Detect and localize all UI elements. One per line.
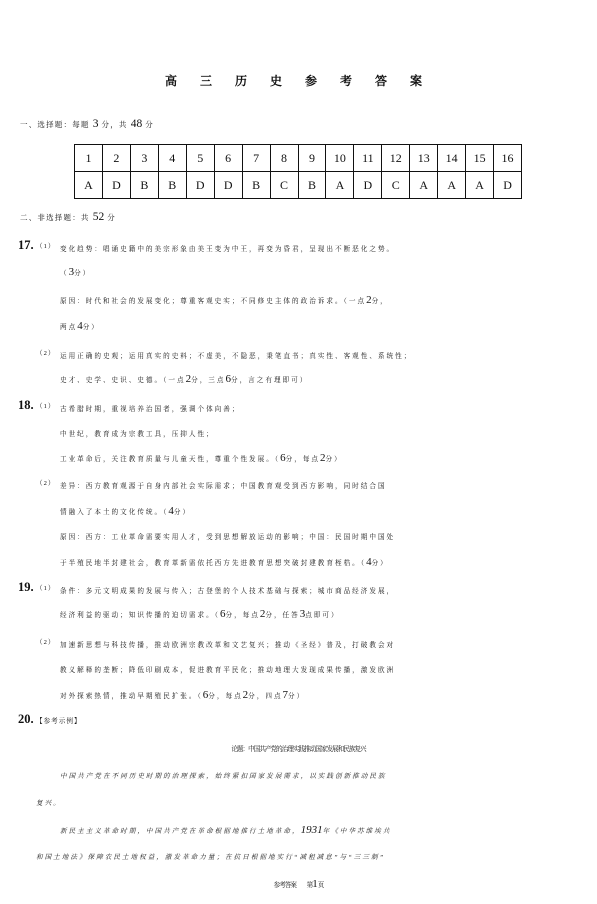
q17-line6-c: 分，言之有理即可） xyxy=(230,377,309,384)
q19-line1: 条件：多元文明成果的发展与传入；古登堡的个人技术基础与探索；城市商品经济发展， xyxy=(60,588,396,595)
part1-text-c: 分 xyxy=(145,120,154,129)
q17-line2 xyxy=(60,266,91,278)
q17-line5: 运用正确的史观；运用真实的史料；不虚美，不隐恶，秉笔直书；真实性、客观性、系统性； xyxy=(60,353,413,360)
q17-line6-score1: 2 xyxy=(185,373,192,385)
part1-score: 3 xyxy=(92,118,99,130)
q20-line1: 中国共产党在不同历史时期的治理探索，始终紧扣国家发展需求，以实践创新推动民族 xyxy=(60,773,387,780)
q17-line4-a: 两点 xyxy=(60,324,78,331)
answer-cell: C xyxy=(270,172,298,199)
q19-line5-score2: 2 xyxy=(242,689,249,701)
question-number-cell: 16 xyxy=(494,145,522,172)
q18-line5-b: 分） xyxy=(173,509,192,516)
question-number-row xyxy=(75,145,522,172)
answer-cell: D xyxy=(186,172,214,199)
page-footer xyxy=(0,878,597,890)
part2-text-b: 分 xyxy=(107,213,116,222)
q18-line5 xyxy=(60,505,191,517)
q17-line3-b: 分， xyxy=(371,298,389,305)
part2-text-a: 二、非选择题：共 xyxy=(20,213,90,222)
q17-line4-score: 4 xyxy=(77,320,83,332)
q18-line7-a: 于半殖民地半封建社会，教育革新需依托西方先进教育思想突破封建教育桎梏。（ xyxy=(60,560,367,567)
q19-line2 xyxy=(60,608,340,620)
q20-line3-a: 新民主主义革命时期，中国共产党在革命根据地推行土地革命， xyxy=(60,828,301,835)
q19-line2-d: 点即可） xyxy=(305,612,340,619)
q17-line4 xyxy=(60,320,100,332)
q19-line2-score3: 3 xyxy=(299,608,306,620)
answer-cell: A xyxy=(438,172,466,199)
q20-line4: 和国土地法》保障农民土地权益，激发革命力量；在抗日根据地实行“减租减息”与“三三制” xyxy=(36,854,386,861)
question-number-cell: 12 xyxy=(382,145,410,172)
q17-line6 xyxy=(60,373,308,385)
answer-cell: A xyxy=(75,172,103,199)
q17-line1: 变化趋势：唱诵史籍中的美宗形象由美王变为中王，再变为昏君，呈现出不断恶化之势。 xyxy=(60,246,396,253)
q17-part2-label: （2） xyxy=(36,350,56,357)
q18-line5-a: 情融入了本土的文化传统。（ xyxy=(60,509,169,516)
q17-line2-score: 3 xyxy=(68,266,75,278)
q20-line2: 复兴。 xyxy=(36,800,62,807)
q19-line5-score3: 7 xyxy=(282,689,289,701)
part1-text-a: 一、选择题：每题 xyxy=(20,120,90,129)
q18-part2-label: （2） xyxy=(36,480,56,487)
q18-line7-score: 4 xyxy=(366,556,372,568)
q18-line4: 差异：西方教育观源于自身内部社会实际需求；中国教育观受到西方影响，同时结合国 xyxy=(60,483,387,490)
q17-line6-a: 史才、史学、史识、史德。（一点 xyxy=(60,377,186,384)
footer-page-suffix: 页 xyxy=(317,882,324,889)
question-number-cell: 6 xyxy=(214,145,242,172)
q18-line3-score2: 2 xyxy=(320,452,326,464)
q18-line3-a: 工业革命后，关注教育质量与儿童天性，尊重个性发展。（ xyxy=(60,456,281,463)
q19-line2-a: 经济利益的驱动；知识传播的迫切需求。（ xyxy=(60,612,220,619)
answer-cell: D xyxy=(102,172,130,199)
answer-row xyxy=(75,172,522,199)
q18-line7 xyxy=(60,556,389,568)
footer-label: 参考答案 xyxy=(273,882,297,889)
q18-line5-score: 4 xyxy=(168,505,174,517)
q18-line7-b: 分） xyxy=(371,560,389,567)
question-number-cell: 9 xyxy=(298,145,326,172)
answer-cell: B xyxy=(130,172,158,199)
q18-line3-b: 分，每点 xyxy=(285,456,321,463)
question-number-cell: 13 xyxy=(410,145,438,172)
answer-cell: A xyxy=(410,172,438,199)
q18-part1-label: （1） xyxy=(36,403,56,410)
question-number-cell: 1 xyxy=(75,145,103,172)
answer-cell: D xyxy=(214,172,242,199)
q20-topic: 论题：中国共产党的治理实践推动国家发展和民族复兴 xyxy=(231,746,366,753)
question-number-cell: 4 xyxy=(158,145,186,172)
q19-line2-score1: 6 xyxy=(219,608,226,620)
question-number-cell: 3 xyxy=(130,145,158,172)
answer-cell: A xyxy=(326,172,354,199)
q17-line2-a: （ xyxy=(60,270,69,277)
q18-line3 xyxy=(60,452,343,464)
q19-line5-d: 分） xyxy=(288,693,306,700)
q17-line4-b: 分） xyxy=(82,324,100,331)
footer-page-prefix: 第 xyxy=(306,882,313,889)
answer-cell: D xyxy=(354,172,382,199)
q17-line2-b: 分） xyxy=(74,270,92,277)
q19-line2-b: 分，每点 xyxy=(225,612,260,619)
q19-part1-label: （1） xyxy=(36,585,56,592)
q20-reference-label: 【参考示例】 xyxy=(36,718,82,725)
answer-table xyxy=(74,144,522,199)
answer-cell: B xyxy=(158,172,186,199)
q19-line4: 教义解释的垄断；降低印刷成本，促进教育平民化；推动地理大发现成果传播，激发欧洲 xyxy=(60,667,396,674)
question-number-cell: 11 xyxy=(354,145,382,172)
question-20-number: 20. xyxy=(18,712,34,726)
question-number-cell: 14 xyxy=(438,145,466,172)
q20-line3-year: 1931 xyxy=(300,824,323,836)
part2-heading xyxy=(20,211,116,223)
question-17-number: 17. xyxy=(18,238,34,252)
q18-line3-c: 分） xyxy=(325,456,343,463)
answer-cell: A xyxy=(466,172,494,199)
q19-line5-score1: 6 xyxy=(202,689,209,701)
footer-page-number: 1 xyxy=(312,878,318,890)
part1-total: 48 xyxy=(130,118,143,130)
part2-total: 52 xyxy=(92,211,105,223)
part1-heading xyxy=(20,118,154,130)
q19-part2-label: （2） xyxy=(36,639,56,646)
part1-text-b: 分，共 xyxy=(101,120,128,129)
question-number-cell: 15 xyxy=(466,145,494,172)
q19-line5-c: 分，四点 xyxy=(248,693,283,700)
q19-line2-c: 分，任答 xyxy=(265,612,300,619)
q19-line3: 加速新思想与科技传播，推动欧洲宗教改革和文艺复兴；推动《圣经》普及，打破教会对 xyxy=(60,642,396,649)
q17-part1-label: （1） xyxy=(36,243,56,250)
q19-line5-b: 分，每点 xyxy=(208,693,243,700)
answer-cell: D xyxy=(494,172,522,199)
question-number-cell: 7 xyxy=(242,145,270,172)
question-number-cell: 5 xyxy=(186,145,214,172)
question-number-cell: 8 xyxy=(270,145,298,172)
question-number-cell: 10 xyxy=(326,145,354,172)
q20-line3-b: 年《中华苏维埃共 xyxy=(322,828,392,835)
q19-line5 xyxy=(60,689,305,701)
question-19-number: 19. xyxy=(18,580,34,594)
question-number-cell: 2 xyxy=(102,145,130,172)
q18-line1: 古希腊时期，重视培养治国者，强调个体向善； xyxy=(60,406,241,413)
q17-line6-b: 分，三点 xyxy=(191,377,226,384)
answer-cell: B xyxy=(242,172,270,199)
answer-cell: C xyxy=(382,172,410,199)
q18-line6: 原因：西方：工业革命需要实用人才，受到思想解放运动的影响；中国：民国时期中国处 xyxy=(60,534,396,541)
q19-line5-a: 对外探索热情，推动早期殖民扩张。（ xyxy=(60,693,203,700)
q18-line3-score1: 6 xyxy=(280,452,286,464)
answer-cell: B xyxy=(298,172,326,199)
q17-line3 xyxy=(60,294,389,306)
q17-line6-score2: 6 xyxy=(225,373,231,385)
q17-line3-score: 2 xyxy=(366,294,372,306)
q20-line3 xyxy=(60,824,391,836)
q19-line2-score2: 2 xyxy=(259,608,266,620)
question-18-number: 18. xyxy=(18,398,34,412)
q17-line3-a: 原因：时代和社会的发展变化；尊重客观史实；不同修史主体的政治诉求。（一点 xyxy=(60,298,367,305)
q18-line2: 中世纪，教育成为宗教工具，压抑人性； xyxy=(60,431,215,438)
page-title: 高 三 历 史 参 考 答 案 xyxy=(164,74,432,88)
